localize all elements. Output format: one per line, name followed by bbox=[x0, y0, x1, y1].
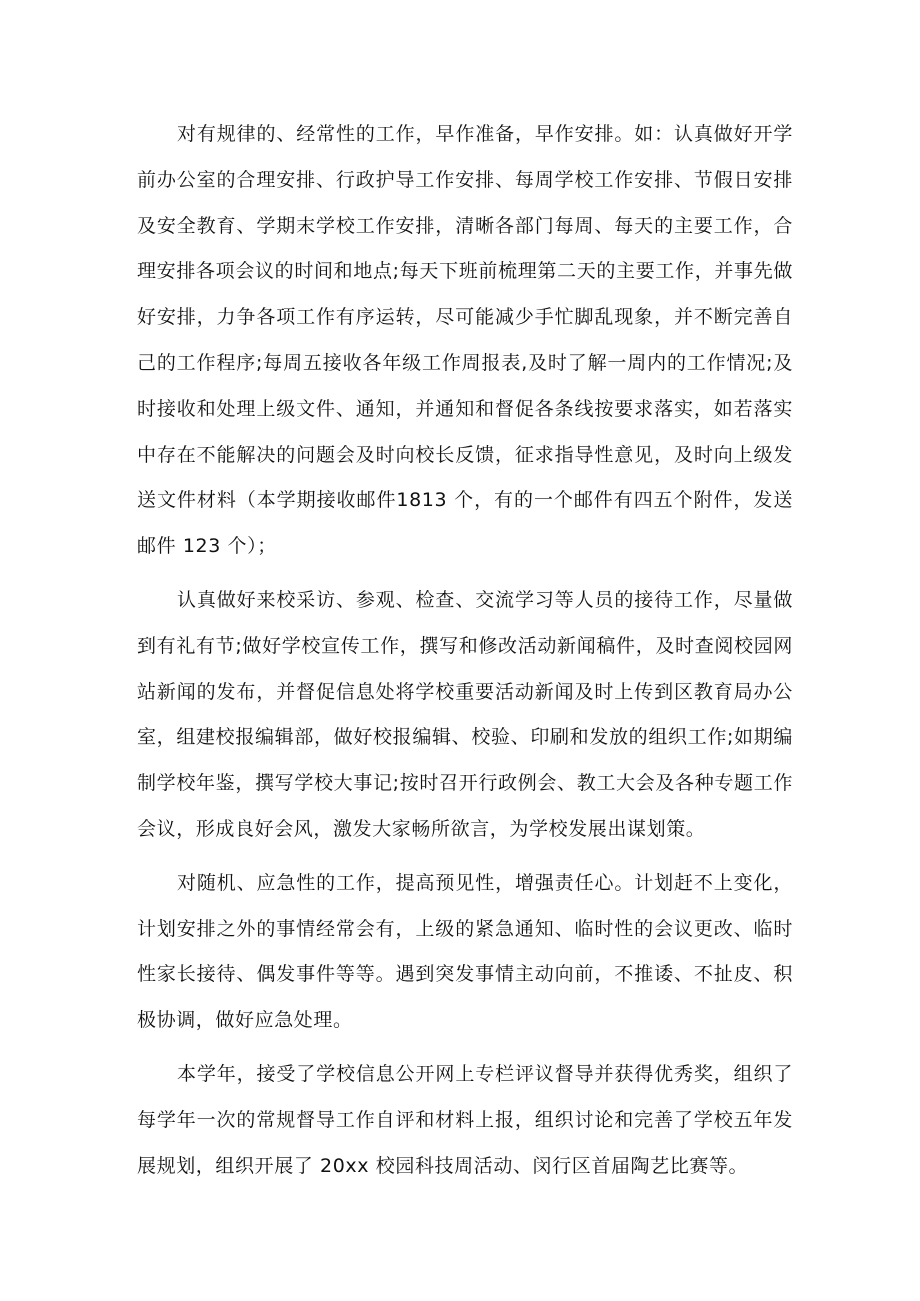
paragraph-1: 对有规律的、经常性的工作，早作准备，早作安排。如：认真做好开学前办公室的合理安排、行政护导工作安排、每周学校工作安排、节假日安排及安全教育、学期末学校工作安排，清晰各部门每周、每天的主要工作，合理安排各项会议的时间和地点;每天下班前梳理第二天的主要工作，并事先做好安排，力争各项工作有序运转，尽可能减少手忙脚乱现象，并不断完善自己的工作程序;每周五接收各年级工作周报表,及时了解一周内的工作情况;及时接收和处理上级文件、通知，并通知和督促各条线按要求落实，如若落实中存在不能解决的问题会及时向校长反馈，征求指导性意见，及时向上级发送文件材料（本学期接收邮件1813 个，有的一个邮件有四五个附件，发送邮件 123 个）； bbox=[137, 123, 793, 558]
paragraph-4: 本学年，接受了学校信息公开网上专栏评议督导并获得优秀奖，组织了每学年一次的常规督导工作自评和材料上报，组织讨论和完善了学校五年发展规划，组织开展了 20xx 校园科技周活动、闵行区首届陶艺比赛等。 bbox=[137, 1062, 793, 1177]
paragraph-3: 对随机、应急性的工作，提高预见性，增强责任心。计划赶不上变化，计划安排之外的事情经常会有，上级的紧急通知、临时性的会议更改、临时性家长接待、偶发事件等等。遇到突发事情主动向前，不推诿、不扯皮、积极协调，做好应急处理。 bbox=[137, 871, 793, 1032]
document-body bbox=[137, 112, 793, 1189]
paragraph-2: 认真做好来校采访、参观、检查、交流学习等人员的接待工作，尽量做到有礼有节;做好学校宣传工作，撰写和修改活动新闻稿件，及时查阅校园网站新闻的发布，并督促信息处将学校重要活动新闻及时上传到区教育局办公室，组建校报编辑部，做好校报编辑、校验、印刷和发放的组织工作;如期编制学校年鉴，撰写学校大事记;按时召开行政例会、教工大会及各种专题工作会议，形成良好会风，激发大家畅所欲言，为学校发展出谋划策。 bbox=[137, 588, 793, 840]
